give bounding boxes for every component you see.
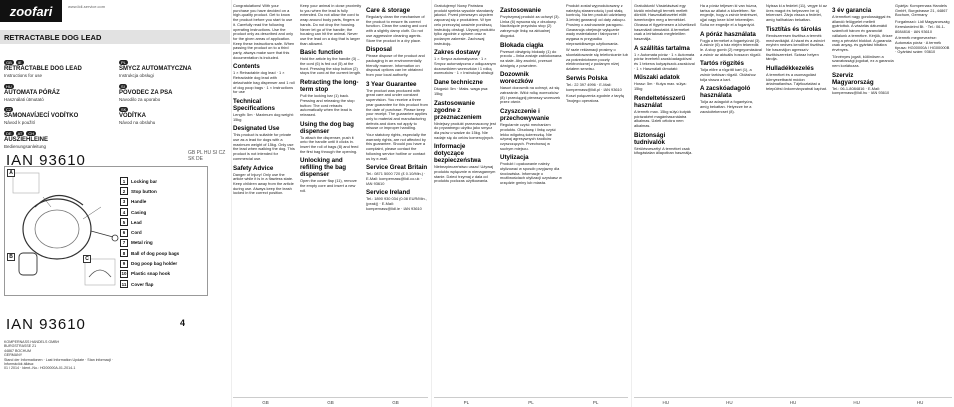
section-text: Rendszeresen tisztítsa a termék mechanikáját. A házat és a zsinórt enyhén nedves kendővel tisztítsa. Ne használjon agresszív tisztítószereket. Száraz helyen tárolja. xyxy=(766,32,825,62)
brand-name: zoofari xyxy=(9,3,53,19)
toc-subtitle: Bedienungsanleitung xyxy=(4,143,47,149)
handle-shape xyxy=(35,195,83,207)
part-number: 6 xyxy=(120,229,128,237)
section-text: 1 × Automata póráz · 1 × Automata póráz levehető zacskóadagolóval és 1 tekercs kutyapiszok-zacskóval · 1 × Használati útmutató xyxy=(634,51,695,71)
toc-title: AUSZIEHLEINE xyxy=(4,136,49,143)
figure-label: C xyxy=(83,255,91,263)
part-item xyxy=(120,279,210,289)
part-label: Lead xyxy=(131,219,142,225)
section-heading: Serwis Polska xyxy=(566,74,608,82)
ian-number-bottom: IAN 93610 xyxy=(6,316,86,333)
section-heading: 3 Year Guarantee xyxy=(366,80,417,88)
section-heading: Technical Specifications xyxy=(233,97,275,112)
section-heading: Rendeltetésszerű használat xyxy=(634,94,686,109)
section-heading: Basic function xyxy=(300,49,343,57)
section-text: The product was produced with great care and under constant supervision. You receive a three year guarantee for this product from the date of purchase. Please keep your receipt. The guarantee applies only to material and manufacturing defects and does not apply to misuse or improper handling. xyxy=(366,87,428,131)
toc-title: VODÍTKA xyxy=(119,113,146,119)
section-text: Please dispose of the product and packaging in an environmentally friendly manner. Information on disposal options can be obtained from your local authority. xyxy=(366,53,425,78)
section-heading: Tisztítás és tárolás xyxy=(766,25,822,33)
section-text: A terméket és a csomagolást környezetbarát módon ártalmatlanítsa. Tájékoztatást a települési önkormányzatnál kaphat. xyxy=(766,72,827,92)
language-icons: GB PL HU SI CZ SK DE xyxy=(188,150,226,162)
brand-url: www.lidl-service.com xyxy=(68,4,106,9)
ian-number: IAN 93610 xyxy=(6,152,86,169)
footer-lang: HU xyxy=(726,400,733,405)
language-footer-gb xyxy=(233,397,428,407)
footer-lang: HU xyxy=(916,400,924,405)
part-item xyxy=(120,269,210,279)
part-label: Cord xyxy=(131,230,142,236)
section-text: Regularly clean the mechanism of the product to ensure its correct function. Clean the casing and cord with a slightly damp cloth. Do not use aggressive cleaning agents. Store the product in a dry place. xyxy=(366,14,427,43)
section-heading: Service Great Britain xyxy=(366,164,428,172)
section-heading: Szerviz Magyarország xyxy=(832,71,874,86)
figure-label: B xyxy=(7,253,15,261)
section-text: Forgalmazó: Lidl Magyarország Kereskedelmi Bt. · Tel.: 06-1-8084816 · IAN 93610 xyxy=(895,19,950,34)
section-heading: Unlocking and refilling the bag dispenser xyxy=(300,157,347,179)
metal-ring-shape xyxy=(112,235,118,241)
section-heading: Care & storage xyxy=(366,7,411,14)
language-flag: CH xyxy=(28,130,35,136)
toc-subtitle: Navodilo za uporabo xyxy=(119,96,161,102)
toc-item xyxy=(4,107,111,126)
section-heading: Zastosowanie zgodne z przeznaczeniem xyxy=(434,99,482,121)
section-heading: Safety Advice xyxy=(233,164,274,172)
section-heading: Czyszczenie i przechowywanie xyxy=(500,108,550,123)
section-text: Pull the locking bar (1) back. Pressing and releasing the stop button: The cord retracts automatically when the lead is released. xyxy=(300,93,355,117)
section-text: Przytrzymaj produkt za uchwyt (3). Linka (6) wysuwa się z obudowy. Naciśnięcie przycisku stop (2) zatrzymuje linkę na aktualnej długości. xyxy=(500,14,560,38)
section-heading: Biztonsági tudnivalók xyxy=(634,131,666,146)
section-text: Niniejszy produkt przeznaczony jest do prywatnego użytku jako smycz dla psów o wadze do 15kg. Nie nadaje się do celów komercyjnych. xyxy=(434,120,496,140)
toc-title: POVODEC ZA PSA xyxy=(119,89,173,96)
section-text: Koszt połączenia zgodnie z taryfą Twojego operatora. xyxy=(566,93,624,103)
text-column-pl xyxy=(566,4,628,396)
language-flag: CZ xyxy=(6,107,12,112)
language-flag: SK xyxy=(121,107,127,112)
language-flag: IE xyxy=(17,60,22,65)
section-text: Your statutory rights, especially the warranty rights, are not affected by this guarantee. Should you have a complaint, please contact the following service hotline or contact us by e-mail. xyxy=(366,132,427,161)
text-column-pl xyxy=(434,4,496,396)
section-heading: Tartós rögzítés xyxy=(700,60,744,68)
language-flag: AT xyxy=(17,130,23,136)
section-heading: A szállítás tartalma xyxy=(634,44,690,52)
part-item xyxy=(120,207,210,217)
section-text: Gyártja: Kompernass Handels GmbH, Burgstrasse 21, 44867 Bochum, Germany xyxy=(895,4,948,18)
part-label: Handle xyxy=(131,199,147,205)
part-number: 1 xyxy=(120,177,128,185)
section-heading: Using the dog bag dispenser xyxy=(300,120,354,135)
figure-label: A xyxy=(7,169,15,177)
toc-item xyxy=(119,60,226,79)
section-text: Tel.: 0871 5000 720 (£ 0.10/Min.) · E-Mail: kompernass@lidl.co.uk · IAN 93610 xyxy=(366,171,426,186)
footer-lang: HU xyxy=(853,400,860,405)
section-text: Hossz: 5m · Kutya max. súlya: 15kg xyxy=(634,81,687,92)
footer-lang: PL xyxy=(463,400,470,405)
toc-subtitle: Návod na obsluhu xyxy=(119,120,156,125)
text-column-hu xyxy=(766,4,828,396)
imprint-line: 01 / 2014 · Ident.-No.: HG00000A-01-2014-1 xyxy=(4,366,76,371)
section-heading: Dozownik woreczków xyxy=(500,71,534,86)
cover-panel xyxy=(0,0,230,407)
footer-lang: GB xyxy=(262,400,269,405)
toc-item xyxy=(119,107,226,126)
section-text: Hold the article by the handle (3) – the cord (6) is fed out (5) at the front. Pressing the stop button (2) stops the cord at the current length. xyxy=(300,56,362,76)
part-number: 8 xyxy=(120,249,128,257)
part-number: 5 xyxy=(120,218,128,226)
section-text: Congratulations! With your purchase you have decided on a high-quality product. Get to know the product before you start to use it. Carefully read the following operating instructions. Use the product only as described and only for the given areas of application. Keep these instructions safe. When passing the product on to a third party, always make sure that this documentation is included. xyxy=(233,4,295,60)
contents-list xyxy=(4,60,226,154)
imprint-line: 44867 BOCHUM xyxy=(4,348,31,353)
part-number: 7 xyxy=(120,239,128,247)
section-text: 1 × Smycz automatyczna · 1 × Smycz automatyczna z odłączanym dozownikiem woreczków i 1 rolką woreczków · 1 × Instrukcja obsługi xyxy=(434,56,496,76)
section-text: Gratulálunk! Vásárlásával egy kiváló minőségű termék mellett döntött. Használatbavétel előtt ismerkedjen meg a termékkel. Olvassa el figyelmesen a következő használati útmutatót. A terméket csak a leírtaknak megfelelően használja. xyxy=(634,4,696,41)
toc-title: SMYCZ AUTOMATYCZNA xyxy=(119,66,192,72)
toc-item xyxy=(4,131,111,150)
part-item xyxy=(120,248,210,258)
section-text: Produkt został wyprodukowany z należytą starannością i pod stałą kontrolą. Na ten produkt udzielamy 3-letniej gwarancji od daty zakupu. Prosimy o zachowanie paragonu. Gwarancja obejmuje wyłącznie wady materiałowe i fabryczne i wygasa w przypadku nieprawidłowego użytkowania. xyxy=(566,4,627,46)
lead-casing-shape xyxy=(23,199,91,259)
section-text: Törvényes jogait, különösen a szavatossági jogokat, ez a garancia nem korlátozza. xyxy=(832,53,894,69)
section-text: Tel.: 1890 930 034 (0.08 EUR/Min., (peak)) · E-Mail: kompernass@lidl.ie · IAN 93610 xyxy=(366,196,427,211)
part-item xyxy=(120,176,210,186)
section-text: Sérülésveszély! A terméket csak kifogástalan állapotban használja. xyxy=(634,145,693,156)
part-item xyxy=(120,197,210,207)
section-text: Długość: 5m · Maks. waga psa: 15kg xyxy=(434,86,489,96)
section-text: Przesuń dźwignię blokady (1) do przodu – linka zostaje zablokowana na stałe. Aby zwolnić, przesuń dźwignię z powrotem. xyxy=(500,48,562,68)
toc-subtitle: Návod k použití xyxy=(4,120,36,125)
section-text: Tolja az adagolót a fogantyúra, amíg bekattan. Helyezze be a zacskótekercset (8). xyxy=(700,99,753,114)
section-text: Ha a póráz teljesen ki van húzva, tartsa az állatot a közelében. Ne engedje, hogy a zsinór testrészei, ujjai vagy keze köré tekeredjen. Soha ne engedje el a fogantyút. xyxy=(700,4,758,27)
toc-subtitle: Használati útmutató xyxy=(4,96,44,102)
language-flag: HU xyxy=(6,83,12,89)
section-heading: Zakres dostawy xyxy=(434,49,481,57)
section-text: A termék megnevezése: Automata póráz · A termék típusa: HG00000A / HG00000B · Gyártási szám: 93610 xyxy=(895,35,950,55)
section-heading: Műszaki adatok xyxy=(634,74,680,82)
section-heading: Informacje dotyczące bezpieczeństwa xyxy=(434,143,481,165)
section-heading: Utylizacja xyxy=(500,154,529,162)
section-text: Tolja előre a rögzítő kart (1), a zsinór tartósan rögzül. Oldáshoz tolja vissza a kart. xyxy=(700,67,756,82)
section-text: Nyissa ki a fedelet (11), vegye ki az üres magot és helyezzen be új tekercset. Zárja vissza a fedelet, amíg hallhatóan bekattan. xyxy=(766,4,827,23)
section-text: To attach the dispenser, push it onto the handle until it clicks in. Insert the roll of bags (8) and feed the first bag through the opening. xyxy=(300,134,359,154)
footer-lang: HU xyxy=(662,400,670,405)
imprint-line: KOMPERNASS HANDELS GMBH xyxy=(4,340,60,344)
parts-list xyxy=(120,176,210,289)
part-item xyxy=(120,258,210,268)
imprint-line: Stand der Informationen · Last Information Update · Stan informacji · Információk állása: xyxy=(4,357,114,367)
section-heading: Dane techniczne xyxy=(434,79,483,87)
part-number: 11 xyxy=(121,281,127,287)
section-text: Gratulujemy! Nowy Państwa produkt spełnia wysokie standardy jakości. Przed pierwszym użyciem zapoznaj się z produktem. W tym celu przeczytaj uważnie poniższą instrukcję obsługi. Używaj produktu tylko zgodnie z opisem oraz w podanym zakresie. Zachowaj instrukcję. xyxy=(434,4,495,46)
part-label: Plastic snap hook xyxy=(131,271,171,277)
section-text: 1 × Retractable dog lead · 1 × Retractable dog lead with detachable bag dispenser and 1 roll of dog poop bags · 1 × Instructions for use xyxy=(233,70,295,95)
part-label: Ball of dog poop bags xyxy=(131,250,180,256)
section-heading: Service Ireland xyxy=(366,189,411,197)
language-flag: SI xyxy=(121,83,125,89)
section-text: Length: 5m · Maximum dog weight: 15kg xyxy=(233,111,294,122)
section-text: This product is suitable for private use as a lead for dogs with a maximum weight of 15kg. Only use the lead when walking the dog. This product is not intended for commercial use. xyxy=(233,132,295,161)
toc-subtitle: Instructions for use xyxy=(4,73,43,78)
part-number: 3 xyxy=(120,198,128,206)
text-column-pl xyxy=(500,4,562,396)
text-column-gb xyxy=(233,4,295,396)
product-title: RETRACTABLE DOG LEAD xyxy=(0,30,230,44)
section-text: A termék max. 15kg súlyú kutyák pórázaként magánhasználatra alkalmas. Üzleti célokra nem alkalmas. xyxy=(634,108,691,128)
section-heading: Blokada ciągła xyxy=(500,41,544,49)
language-flag: GB xyxy=(6,60,12,65)
section-heading: A póráz használata xyxy=(700,30,756,38)
language-footer-hu xyxy=(634,397,952,407)
section-heading: Retracting the long-term stop xyxy=(300,79,359,94)
section-text: Danger of Injury! Only use the article while it is in a flawless state. Keep children away from the article during use. Always keep the leash locked in the correct position. xyxy=(233,171,294,196)
footer-lang: GB xyxy=(327,400,334,405)
brand-logo xyxy=(0,0,62,22)
toc-item xyxy=(119,84,226,103)
language-footer-pl xyxy=(434,397,628,407)
section-text: W razie reklamacji prosimy o skontaktowanie się telefonicznie lub za pośrednictwem poczty elektronicznej z podanym niżej działem serwisu. xyxy=(566,47,628,72)
section-heading: Disposal xyxy=(366,46,392,54)
part-label: Stop button xyxy=(131,188,157,194)
imprint-line: GERMANY xyxy=(4,353,23,358)
toc-title: RETRACTABLE DOG LEAD xyxy=(4,66,82,72)
part-label: Casing xyxy=(131,209,147,215)
footer-lang: PL xyxy=(528,400,534,405)
toc-item xyxy=(4,60,111,79)
text-column-hu xyxy=(700,4,762,396)
section-heading: Hulladékkezelés xyxy=(766,65,814,73)
section-text: Open the cover flap (11), remove the empty core and insert a new roll. xyxy=(300,178,357,193)
toc-title: SAMONAVÍJECÍ VODÍTKO xyxy=(4,113,79,119)
section-heading: 3 év garancia xyxy=(832,7,872,14)
part-item xyxy=(120,227,210,237)
text-column-gb xyxy=(366,4,428,396)
section-heading: Contents xyxy=(233,63,260,71)
footer-lang: HU xyxy=(789,400,797,405)
part-item xyxy=(120,238,210,248)
language-flag: DE xyxy=(6,130,12,136)
section-text: Keep your animal in close proximity to you when the lead is fully extended. Do not allow the cord to wrap around body parts, fingers or hands. Do not drop the housing. Never let go of the handle; the housing can hit the animal. Never use the lead on a dog that is larger than allowed. xyxy=(300,4,362,46)
section-text: Tel.: 06-1-8084816 · E-Mail: kompernass@lidl.hu · IAN 93610 xyxy=(832,85,890,96)
toc-subtitle: Instrukcja obsługi xyxy=(119,73,154,78)
part-label: Cover flap xyxy=(131,281,154,287)
part-label: Metal ring xyxy=(131,240,153,246)
section-heading: A zacskóadagoló használata xyxy=(700,85,751,100)
language-flag: PL xyxy=(121,60,126,65)
part-number: 4 xyxy=(120,208,128,216)
text-column-hu xyxy=(895,4,951,396)
footer-lang: PL xyxy=(592,400,599,405)
imprint xyxy=(4,340,124,371)
part-label: Locking bar xyxy=(131,178,158,184)
section-text: Fogja a terméket a fogantyúnál (3). A zsinór (6) a ház elején tekeredik le. A stop gomb (2) megnyomásával a zsinór az aktuális hosszon rögzül. xyxy=(700,37,762,57)
toc-title: AUTOMATA PÓRÁZ xyxy=(4,89,60,96)
section-text: Niebezpieczeństwo urazu! Używaj produktu wyłącznie w nienagannym stanie. Dzieci trzymaj z dala od produktu podczas użytkowania. xyxy=(434,164,496,184)
part-item xyxy=(120,217,210,227)
part-item xyxy=(120,186,210,196)
section-heading: Designated Use xyxy=(233,125,280,133)
part-label: Dog poop bag holder xyxy=(131,261,178,267)
section-text: Nasuń dozownik na uchwyt, aż się zatrzaśnie. Włóż rolkę woreczków (8) i przeciągnij pierwszy woreczek przez otwór. xyxy=(500,85,561,105)
section-text: Tel.: 22 397 4996 · E-Mail: kompernass@lidl.pl · IAN 93610 xyxy=(566,81,622,92)
text-column-hu xyxy=(634,4,696,396)
text-column-hu xyxy=(832,4,894,396)
footer-lang: GB xyxy=(392,400,399,405)
cord-line xyxy=(91,231,113,237)
page-number: 4 xyxy=(180,318,186,328)
bag-dispenser-shape xyxy=(19,253,37,275)
toc-item xyxy=(4,84,111,103)
section-text: Regularnie czyść mechanizm produktu. Obudowę i linkę czyść lekko wilgotną ściereczką. Nie używaj agresywnych środków czyszczących. Przechowuj w suchym miejscu. xyxy=(500,122,556,151)
section-heading: Zastosowanie xyxy=(500,7,541,14)
section-text: A terméket nagy gondossággal és állandó felügyelet mellett gyártottuk. A vásárlás dátumától számított három év garanciát vállalunk a termékre. Kérjük, őrizze meg a pénztári blokkot. A garancia csak anyag- és gyártási hibákra érvényes. xyxy=(832,14,893,52)
text-column-gb xyxy=(300,4,362,396)
part-number: 10 xyxy=(121,271,127,277)
section-text: Produkt i opakowanie należy utylizować w sposób przyjazny dla środowiska. Informacje o możliwościach utylizacji uzyskasz w urzędzie gminy lub miasta. xyxy=(500,161,562,186)
part-number: 2 xyxy=(120,187,128,195)
part-number: 9 xyxy=(120,260,128,268)
imprint-line: BURGSTRASSE 21 xyxy=(4,344,37,349)
